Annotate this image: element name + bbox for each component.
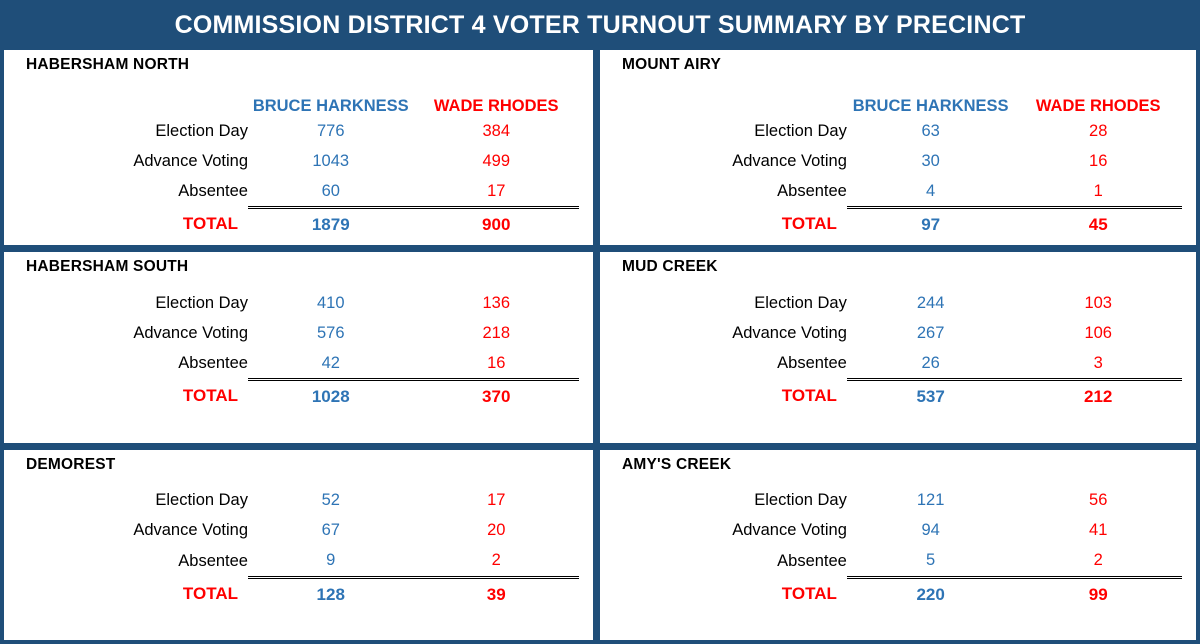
precinct-header [18, 56, 579, 86]
total-value-b: 99 [1088, 584, 1108, 604]
precinct-header [614, 258, 1182, 288]
total-row [614, 577, 1182, 611]
total-label: TOTAL [182, 386, 238, 406]
row-value-b: 3 [1014, 348, 1182, 380]
total-value-a: 128 [316, 584, 345, 604]
row-label: Election Day [754, 293, 847, 312]
precinct-name: MOUNT AIRY [622, 56, 722, 73]
table-row [18, 116, 579, 146]
row-value-b: 17 [413, 176, 579, 208]
row-label: Election Day [155, 293, 248, 312]
row-label: Election Day [155, 121, 248, 140]
row-value-b: 41 [1089, 521, 1108, 539]
row-value-a: 9 [248, 546, 413, 578]
row-value-a: 67 [321, 521, 340, 539]
table-row [614, 116, 1182, 146]
row-value-a: 776 [316, 121, 345, 140]
row-label: Election Day [155, 491, 248, 509]
total-value-b: 370 [482, 387, 511, 406]
row-value-b: 16 [1089, 151, 1108, 170]
table-row [614, 486, 1182, 516]
table-row [18, 516, 579, 546]
row-value-b: 20 [487, 521, 506, 539]
precinct-block-mud-creek [600, 252, 1196, 443]
row-value-b: 2 [1014, 546, 1182, 578]
total-label: TOTAL [781, 214, 837, 234]
table-row [18, 318, 579, 348]
total-label: TOTAL [182, 214, 238, 234]
table-row [18, 486, 579, 516]
table-row [614, 288, 1182, 318]
total-value-a: 220 [916, 584, 945, 604]
row-value-b: 17 [487, 491, 506, 509]
row-value-b: 16 [413, 348, 579, 380]
precinct-block-amys-creek [600, 450, 1196, 641]
row-label: Election Day [754, 121, 847, 140]
candidate-a-header: BRUCE HARKNESS [852, 97, 1009, 115]
page-title: COMMISSION DISTRICT 4 VOTER TURNOUT SUMMARY BY PRECINCT [4, 4, 1196, 50]
precinct-block-mount-airy [600, 50, 1196, 245]
total-row [18, 380, 579, 414]
total-value-b: 39 [486, 584, 506, 604]
precinct-table [614, 288, 1182, 413]
precinct-header [18, 456, 579, 486]
total-value-b: 900 [482, 215, 511, 234]
row-value-b: 103 [1084, 293, 1112, 312]
precinct-block-habersham-south [4, 252, 600, 443]
precinct-header [18, 258, 579, 288]
precinct-band [4, 450, 1196, 641]
precinct-name: DEMOREST [26, 455, 116, 473]
total-value-b: 45 [1088, 215, 1108, 234]
row-value-a: 121 [916, 491, 945, 509]
table-row [614, 516, 1182, 546]
table-row [614, 348, 1182, 380]
precinct-table [18, 486, 579, 611]
precinct-table [614, 86, 1182, 241]
row-label: Absentee [777, 354, 847, 373]
row-value-a: 94 [921, 521, 940, 539]
row-value-b: 2 [413, 546, 579, 578]
table-row [614, 176, 1182, 208]
spacer-cell [614, 86, 847, 116]
row-value-a: 60 [248, 176, 413, 208]
precinct-table [18, 86, 579, 241]
row-value-a: 576 [316, 323, 345, 342]
row-value-a: 1043 [312, 151, 350, 170]
row-label: Advance Voting [732, 151, 847, 170]
row-value-b: 384 [482, 121, 510, 140]
total-value-a: 1879 [311, 215, 350, 234]
total-value-a: 97 [921, 215, 941, 234]
total-label: TOTAL [781, 386, 837, 406]
row-value-b: 136 [482, 293, 510, 312]
row-value-a: 42 [248, 348, 413, 380]
row-label: Advance Voting [732, 521, 847, 539]
row-label: Absentee [178, 551, 248, 570]
row-value-a: 4 [847, 176, 1015, 208]
precinct-band [4, 50, 1196, 252]
row-label: Absentee [777, 551, 847, 570]
total-label: TOTAL [781, 583, 837, 603]
candidate-a-header: BRUCE HARKNESS [252, 97, 409, 115]
table-row [614, 318, 1182, 348]
row-value-a: 244 [916, 293, 945, 312]
row-label: Absentee [178, 182, 248, 201]
candidate-b-header: WADE RHODES [1035, 97, 1161, 115]
row-label: Advance Voting [133, 323, 248, 342]
precinct-name: AMY'S CREEK [622, 455, 732, 473]
precinct-table [614, 486, 1182, 611]
row-value-a: 26 [847, 348, 1015, 380]
precinct-name: HABERSHAM SOUTH [26, 258, 189, 275]
precinct-header [614, 456, 1182, 486]
total-row [18, 577, 579, 611]
row-value-a: 63 [921, 121, 940, 140]
row-value-b: 56 [1089, 491, 1108, 509]
precinct-name: MUD CREEK [622, 258, 718, 275]
precinct-block-demorest [4, 450, 600, 641]
row-value-a: 267 [916, 323, 945, 342]
table-row [18, 176, 579, 208]
precinct-name: HABERSHAM NORTH [26, 56, 190, 73]
total-value-b: 212 [1084, 387, 1113, 406]
precinct-grid [4, 50, 1196, 640]
table-row [18, 288, 579, 318]
table-row [18, 546, 579, 578]
row-value-b: 499 [482, 151, 510, 170]
precinct-block-habersham-north [4, 50, 600, 245]
row-label: Absentee [178, 354, 248, 373]
spacer-cell [18, 86, 248, 116]
row-value-b: 106 [1084, 323, 1112, 342]
row-value-a: 410 [316, 293, 345, 312]
row-value-b: 218 [482, 323, 510, 342]
precinct-band [4, 252, 1196, 450]
table-row [18, 348, 579, 380]
row-label: Absentee [777, 182, 847, 201]
row-value-a: 30 [921, 151, 940, 170]
total-row [18, 208, 579, 242]
total-row [614, 380, 1182, 414]
candidate-header-row [614, 86, 1182, 116]
total-value-a: 1028 [311, 387, 350, 406]
candidate-header-row [18, 86, 579, 116]
precinct-header [614, 56, 1182, 86]
table-row [18, 146, 579, 176]
row-label: Advance Voting [133, 151, 248, 170]
row-label: Advance Voting [732, 323, 847, 342]
row-value-b: 28 [1089, 121, 1108, 140]
row-value-a: 52 [321, 491, 340, 509]
total-row [614, 208, 1182, 242]
total-value-a: 537 [916, 387, 945, 406]
precinct-table [18, 288, 579, 413]
row-value-a: 5 [847, 546, 1015, 578]
table-row [614, 146, 1182, 176]
row-label: Election Day [754, 491, 847, 509]
candidate-b-header: WADE RHODES [433, 97, 559, 115]
table-row [614, 546, 1182, 578]
row-value-b: 1 [1014, 176, 1182, 208]
row-label: Advance Voting [133, 521, 248, 539]
total-label: TOTAL [182, 583, 238, 603]
